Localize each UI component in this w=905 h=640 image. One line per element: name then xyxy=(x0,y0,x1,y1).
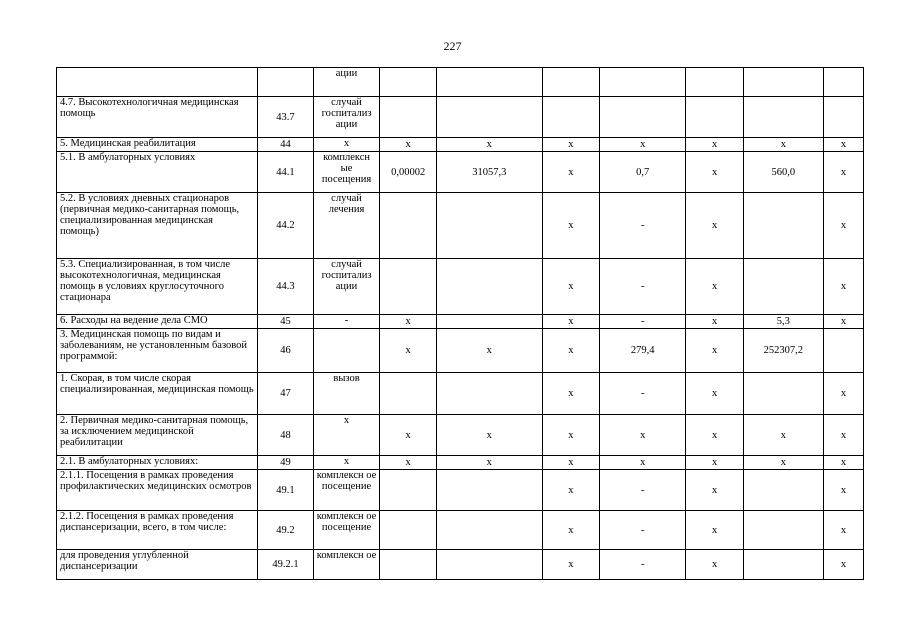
table-cell-c10: х xyxy=(823,193,863,259)
table-cell-code: 49 xyxy=(258,456,313,470)
table-cell-c4 xyxy=(380,470,436,511)
table-cell-unit: случай лечения xyxy=(313,193,380,259)
table-cell-name: 5.3. Специализированная, в том числе высокотехнологичная, медицинская помощь в условиях круглосуточного стационара xyxy=(57,259,258,315)
table-cell-c5: х xyxy=(436,329,542,373)
table-cell-c6: х xyxy=(542,470,599,511)
table-cell-code: 49.2 xyxy=(258,511,313,550)
table-cell-c8: х xyxy=(686,315,743,329)
table-cell-c7: 279,4 xyxy=(600,329,686,373)
table-cell-name: 2.1.1. Посещения в рамках проведения профилактических медицинских осмотров xyxy=(57,470,258,511)
table-cell-c9 xyxy=(743,259,823,315)
table-cell-c5 xyxy=(436,259,542,315)
table-cell-c9: 252307,2 xyxy=(743,329,823,373)
table-cell-c8: х xyxy=(686,152,743,193)
table-cell-c4: х xyxy=(380,315,436,329)
table-row xyxy=(57,470,864,511)
table-cell-c10 xyxy=(823,329,863,373)
table-cell-c10: х xyxy=(823,415,863,456)
table-cell-c9: х xyxy=(743,456,823,470)
table-cell-c4 xyxy=(380,193,436,259)
table-cell-unit xyxy=(313,329,380,373)
table-cell-c6: х xyxy=(542,259,599,315)
table-cell-code: 46 xyxy=(258,329,313,373)
table-cell-c4 xyxy=(380,511,436,550)
table-cell-c5 xyxy=(436,373,542,415)
table-cell-c7: 0,7 xyxy=(600,152,686,193)
table-cell-code: 45 xyxy=(258,315,313,329)
table-cell-c8: х xyxy=(686,373,743,415)
table-cell-unit: комплексн ое xyxy=(313,550,380,580)
table-cell-name: 2. Первичная медико-санитарная помощь, за исключением медицинской реабилитации xyxy=(57,415,258,456)
table-cell-name xyxy=(57,68,258,97)
table-cell-c10: х xyxy=(823,315,863,329)
table-cell-c7: х xyxy=(600,456,686,470)
table-cell-c10: х xyxy=(823,373,863,415)
table-row xyxy=(57,152,864,193)
table-row xyxy=(57,511,864,550)
table-cell-c9 xyxy=(743,68,823,97)
table-row xyxy=(57,415,864,456)
table-cell-name: 5.1. В амбулаторных условиях xyxy=(57,152,258,193)
table-cell-c7: - xyxy=(600,315,686,329)
table-cell-c6: х xyxy=(542,550,599,580)
page-number: 227 xyxy=(443,39,462,53)
table-cell-c9 xyxy=(743,511,823,550)
table-cell-c7: - xyxy=(600,470,686,511)
table-cell-code: 47 xyxy=(258,373,313,415)
table-cell-c6: х xyxy=(542,138,599,152)
table-cell-c10: х xyxy=(823,259,863,315)
table-cell-c10 xyxy=(823,68,863,97)
table-cell-c9 xyxy=(743,97,823,138)
table-cell-c10: х xyxy=(823,456,863,470)
table-cell-c7: - xyxy=(600,373,686,415)
table-cell-unit: комплексн ое посещение xyxy=(313,511,380,550)
table-cell-c5 xyxy=(436,550,542,580)
table-cell-c4: х xyxy=(380,456,436,470)
table-cell-c5: 31057,3 xyxy=(436,152,542,193)
table-cell-c8: х xyxy=(686,259,743,315)
table-cell-name: 2.1.2. Посещения в рамках проведения диспансеризации, всего, в том числе: xyxy=(57,511,258,550)
table-row xyxy=(57,329,864,373)
table-cell-c8: х xyxy=(686,456,743,470)
table-cell-name: 4.7. Высокотехнологичная медицинская помощь xyxy=(57,97,258,138)
table-cell-c8: х xyxy=(686,329,743,373)
table-row xyxy=(57,193,864,259)
table-row xyxy=(57,259,864,315)
table-cell-name: 2.1. В амбулаторных условиях: xyxy=(57,456,258,470)
table-cell-unit: случай госпитализ ации xyxy=(313,259,380,315)
table-cell-c7: х xyxy=(600,415,686,456)
table-cell-code: 48 xyxy=(258,415,313,456)
table-cell-c9 xyxy=(743,550,823,580)
table-cell-c9 xyxy=(743,373,823,415)
table-cell-c6: х xyxy=(542,152,599,193)
table-cell-c7: - xyxy=(600,193,686,259)
table-cell-c6: х xyxy=(542,373,599,415)
table-cell-c10: х xyxy=(823,138,863,152)
table-cell-c9: х xyxy=(743,415,823,456)
table-cell-code: 49.1 xyxy=(258,470,313,511)
table-cell-c4 xyxy=(380,68,436,97)
table-row xyxy=(57,315,864,329)
table-cell-c5 xyxy=(436,97,542,138)
table-cell-c6 xyxy=(542,97,599,138)
table-cell-name: 5.2. В условиях дневных стационаров (первичная медико-санитарная помощь, специализированная медицинская помощь) xyxy=(57,193,258,259)
table-cell-c7: - xyxy=(600,550,686,580)
table-cell-c8: х xyxy=(686,550,743,580)
table-cell-name: для проведения углубленной диспансеризации xyxy=(57,550,258,580)
table-cell-c8 xyxy=(686,97,743,138)
table-row xyxy=(57,68,864,97)
table-row xyxy=(57,373,864,415)
table-cell-c6: х xyxy=(542,415,599,456)
table-cell-c7: х xyxy=(600,138,686,152)
table-cell-name: 3. Медицинская помощь по видам и заболеваниям, не установленным базовой программой: xyxy=(57,329,258,373)
table-cell-c4 xyxy=(380,550,436,580)
table-cell-c9: х xyxy=(743,138,823,152)
table-cell-unit: - xyxy=(313,315,380,329)
table-cell-c4: х xyxy=(380,415,436,456)
table-cell-c5 xyxy=(436,511,542,550)
table-cell-c8: х xyxy=(686,193,743,259)
table-cell-unit: х xyxy=(313,415,380,456)
table-cell-c4 xyxy=(380,97,436,138)
table-cell-c5: х xyxy=(436,456,542,470)
table-cell-c6: х xyxy=(542,193,599,259)
table-cell-c5 xyxy=(436,315,542,329)
table-cell-c8: х xyxy=(686,138,743,152)
table-cell-unit: комплексн ые посещения xyxy=(313,152,380,193)
table-cell-c4 xyxy=(380,373,436,415)
table-cell-code: 44.3 xyxy=(258,259,313,315)
table-cell-c9: 560,0 xyxy=(743,152,823,193)
table-cell-name: 5. Медицинская реабилитация xyxy=(57,138,258,152)
table-cell-c7 xyxy=(600,68,686,97)
table-cell-c5 xyxy=(436,193,542,259)
table-cell-unit: вызов xyxy=(313,373,380,415)
table-cell-c4: х xyxy=(380,329,436,373)
table-cell-c4: х xyxy=(380,138,436,152)
table-cell-c6: х xyxy=(542,329,599,373)
table-cell-code: 44 xyxy=(258,138,313,152)
table-cell-c9: 5,3 xyxy=(743,315,823,329)
table-cell-unit: комплексн ое посещение xyxy=(313,470,380,511)
table-cell-code: 44.1 xyxy=(258,152,313,193)
table-cell-c9 xyxy=(743,193,823,259)
table-cell-c8: х xyxy=(686,470,743,511)
table-cell-c10: х xyxy=(823,550,863,580)
table-row xyxy=(57,97,864,138)
table-cell-c10: х xyxy=(823,470,863,511)
data-table xyxy=(56,67,864,580)
table-cell-code xyxy=(258,68,313,97)
table-row xyxy=(57,550,864,580)
table-cell-c10: х xyxy=(823,511,863,550)
table-cell-c5 xyxy=(436,68,542,97)
table-cell-c6: х xyxy=(542,315,599,329)
table-cell-code: 49.2.1 xyxy=(258,550,313,580)
table-cell-c8: х xyxy=(686,511,743,550)
table-cell-c9 xyxy=(743,470,823,511)
table-cell-c6: х xyxy=(542,511,599,550)
table-cell-name: 6. Расходы на ведение дела СМО xyxy=(57,315,258,329)
table-cell-unit: х xyxy=(313,456,380,470)
table-cell-c10 xyxy=(823,97,863,138)
table-cell-c7: - xyxy=(600,259,686,315)
table-cell-unit: случай госпитализ ации xyxy=(313,97,380,138)
table-cell-code: 44.2 xyxy=(258,193,313,259)
table-cell-c8 xyxy=(686,68,743,97)
table-cell-unit: ации xyxy=(313,68,380,97)
table-cell-unit: х xyxy=(313,138,380,152)
table-cell-c5: х xyxy=(436,415,542,456)
table-cell-c6: х xyxy=(542,456,599,470)
table-cell-name: 1. Скорая, в том числе скорая специализированная, медицинская помощь xyxy=(57,373,258,415)
table-row xyxy=(57,138,864,152)
table-cell-c10: х xyxy=(823,152,863,193)
table-cell-c4: 0,00002 xyxy=(380,152,436,193)
table-cell-c7: - xyxy=(600,511,686,550)
table-cell-c8: х xyxy=(686,415,743,456)
table-cell-c5 xyxy=(436,470,542,511)
table-cell-c4 xyxy=(380,259,436,315)
table-cell-c5: х xyxy=(436,138,542,152)
table-cell-code: 43.7 xyxy=(258,97,313,138)
table-row xyxy=(57,456,864,470)
table-cell-c6 xyxy=(542,68,599,97)
table-cell-c7 xyxy=(600,97,686,138)
